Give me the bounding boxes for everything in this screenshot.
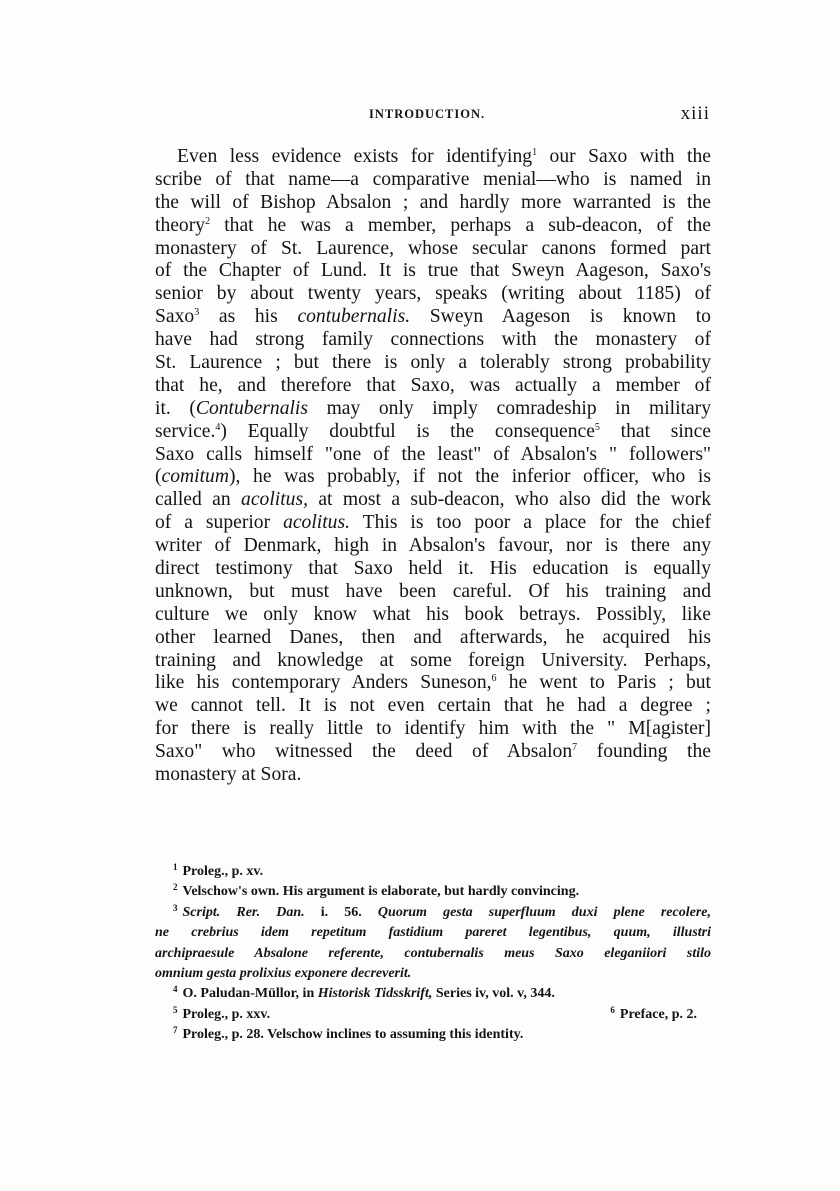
footnote-ref[interactable]: 6 <box>491 673 497 685</box>
text-line: Saxo$^3$ as his contubernalis. Sweyn Aageson is known to <box>155 306 711 328</box>
text-line: direct testimony that Saxo held it. His education is equally <box>155 558 711 580</box>
text-line: monastery at Sora. <box>155 764 302 786</box>
text-line: writer of Denmark, high in Absalon's favour, nor is there any <box>155 535 711 557</box>
text-line: unknown, but must have been careful. Of his training and <box>155 580 711 602</box>
footnote-ref[interactable]: 4 <box>215 421 221 433</box>
footnote-mark: 7 <box>173 1025 178 1036</box>
text-line: (comitum), he was probably, if not the inferior officer, who is <box>155 466 711 488</box>
text-line: of a superior acolitus. This is too poor a place for the chief <box>155 512 711 534</box>
text-line: it. (Contubernalis may only imply comradeship in military <box>155 397 711 419</box>
running-head <box>157 103 710 127</box>
text-line: training and knowledge at some foreign University. Perhaps, <box>155 649 711 671</box>
footnote-5-6-row <box>155 1005 711 1025</box>
text-line: other learned Danes, then and afterwards, he acquired his <box>155 626 711 648</box>
text-line: we cannot tell. It is not even certain that he had a degree ; <box>155 695 711 717</box>
text-line: Saxo" who witnessed the deed of Absalon$^7$ founding the <box>155 741 711 763</box>
chapter-title: INTRODUCTION. <box>369 107 486 121</box>
footnote-1: $^1$ Proleg., p. xv. <box>173 862 264 879</box>
footnote-ref[interactable]: 1 <box>532 147 538 158</box>
footnote-mark: 4 <box>173 984 178 995</box>
text-line: of the Chapter of Lund. It is true that Sweyn Aageson, Saxo's <box>155 260 711 282</box>
footnote-mark: 5 <box>173 1004 178 1015</box>
footnote-mark: 6 <box>610 1004 615 1015</box>
page-number: xiii <box>680 103 710 124</box>
footnote-3-continued: archipraesule Absalone referente, contubernalis meus Saxo eleganiiori stilo <box>155 945 711 961</box>
footnote-ref[interactable]: 7 <box>572 742 578 754</box>
footnote-3-continued: ne crebrius idem repetitum fastidium pareret legentibus, quum, illustri <box>155 925 711 941</box>
footnote-6: $^6$ Preface, p. 2. <box>610 1004 697 1022</box>
text-line: scribe of that name—a comparative menial—who is named in <box>155 168 711 190</box>
text-line: culture we only know what his book betrays. Possibly, like <box>155 603 711 625</box>
body-paragraph <box>155 146 711 787</box>
text-line: senior by about twenty years, speaks (writing about 1185) of <box>155 283 711 305</box>
footnote-7: $^7$ Proleg., p. 28. Velschow inclines to assuming this identity. <box>173 1025 524 1043</box>
footnote-3: $^3$ Script. Rer. Dan. i. 56. Quorum gesta superfluum duxi plene recolere, <box>173 902 711 920</box>
text-line: have had strong family connections with the monastery of <box>155 329 711 351</box>
footnote-3-continued: omnium gesta prolixius exponere decreverit. <box>155 965 412 981</box>
footnote-ref[interactable]: 5 <box>594 421 600 433</box>
text-line: theory$^2$ that he was a member, perhaps a sub-deacon, of the <box>155 214 711 236</box>
footnote-mark: 3 <box>173 902 178 913</box>
footnotes <box>155 862 711 1046</box>
footnote-mark: 2 <box>173 882 178 893</box>
footnote-ref[interactable]: 2 <box>205 215 211 227</box>
text-line: the will of Bishop Absalon ; and hardly more warranted is the <box>155 191 711 213</box>
text-line: called an acolitus, at most a sub-deacon, who also did the work <box>155 489 711 511</box>
text-line: St. Laurence ; but there is only a tolerably strong probability <box>155 352 711 374</box>
footnote-mark: 1 <box>173 862 178 872</box>
footnote-ref[interactable]: 3 <box>194 307 200 319</box>
text-line: service.$^4$) Equally doubtful is the consequence$^5$ that since <box>155 420 711 442</box>
footnote-5: $^5$ Proleg., p. xxv. <box>173 1004 271 1022</box>
text-line: Saxo calls himself "one of the least" of Absalon's " followers" <box>155 443 711 465</box>
footnote-2: $^2$ Velschow's own. His argument is elaborate, but hardly convincing. <box>173 882 580 900</box>
footnote-4: $^4$ O. Paludan-Müllor, in Historisk Tidsskrift, Series iv, vol. v, 344. <box>173 984 555 1002</box>
text-line: monastery of St. Laurence, whose secular canons formed part <box>155 237 711 259</box>
text-line: for there is really little to identify him with the " M[agister] <box>155 718 711 740</box>
text-line: that he, and therefore that Saxo, was actually a member of <box>155 374 711 396</box>
text-line: Even less evidence exists for identifying$^1$ our Saxo with the <box>177 146 711 167</box>
text-line: like his contemporary Anders Suneson,$^6$ he went to Paris ; but <box>155 672 711 694</box>
